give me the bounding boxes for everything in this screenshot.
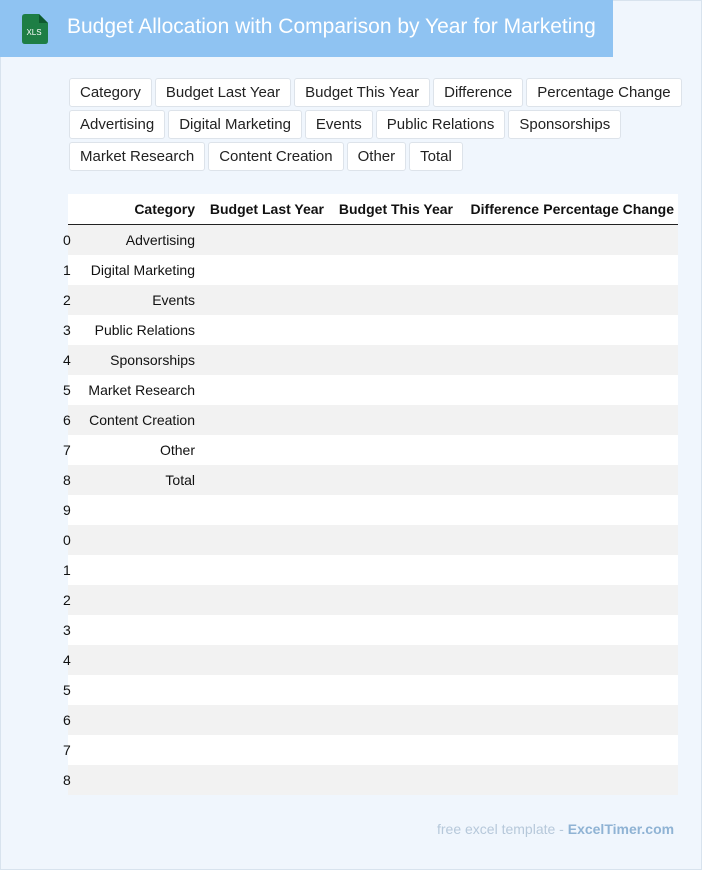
footer-brand-link[interactable]: ExcelTimer.com [567,821,675,837]
category-cell[interactable] [74,735,199,765]
budget-last-year-cell[interactable] [199,525,328,555]
category-cell[interactable] [74,615,199,645]
row-index: 0 [63,532,71,548]
chip-difference[interactable]: Difference [433,78,523,107]
budget-last-year-cell[interactable] [199,765,328,795]
percentage-change-cell[interactable] [543,285,678,315]
chip-public-relations[interactable]: Public Relations [376,110,506,139]
table-row [68,615,678,645]
difference-cell[interactable] [457,465,543,495]
difference-cell[interactable] [457,375,543,405]
budget-last-year-cell[interactable] [199,375,328,405]
difference-cell[interactable] [457,315,543,345]
budget-this-year-cell[interactable] [328,585,457,615]
table-row [68,735,678,765]
chip-other[interactable]: Other [347,142,407,171]
table-row [68,765,678,795]
percentage-change-cell[interactable] [543,675,678,705]
header-percentage-change[interactable]: Percentage Change [543,194,678,225]
row-index: 3 [63,322,71,338]
difference-cell[interactable] [457,615,543,645]
budget-last-year-cell[interactable] [199,645,328,675]
difference-cell[interactable] [457,435,543,465]
row-index: 7 [63,742,71,758]
row-index: 2 [63,292,71,308]
budget-last-year-cell[interactable] [199,435,328,465]
percentage-change-cell[interactable] [543,375,678,405]
percentage-change-cell[interactable] [543,345,678,375]
table-row [68,495,678,525]
header-banner [0,0,613,57]
percentage-change-cell[interactable] [543,255,678,285]
budget-this-year-cell[interactable] [328,285,457,315]
budget-last-year-cell[interactable] [199,735,328,765]
budget-this-year-cell[interactable] [328,555,457,585]
budget-last-year-cell[interactable] [199,405,328,435]
difference-cell[interactable] [457,255,543,285]
row-index: 7 [63,442,71,458]
category-cell[interactable] [74,675,199,705]
category-cell[interactable] [74,495,199,525]
difference-cell[interactable] [457,405,543,435]
difference-cell[interactable] [457,495,543,525]
percentage-change-cell[interactable] [543,735,678,765]
chip-budget-this-year[interactable]: Budget This Year [294,78,430,107]
percentage-change-cell[interactable] [543,225,678,256]
table-row [68,405,678,435]
difference-cell[interactable] [457,555,543,585]
budget-last-year-cell[interactable] [199,315,328,345]
table-body [63,225,678,796]
footer-free-text: free excel template - [437,821,564,837]
percentage-change-cell[interactable] [543,315,678,345]
budget-this-year-cell[interactable] [328,405,457,435]
percentage-change-cell[interactable] [543,765,678,795]
category-cell[interactable] [74,525,199,555]
chip-percentage-change[interactable]: Percentage Change [526,78,681,107]
budget-this-year-cell[interactable] [328,615,457,645]
percentage-change-cell[interactable] [543,465,678,495]
budget-last-year-cell[interactable] [199,675,328,705]
difference-cell[interactable] [457,765,543,795]
category-cell[interactable] [74,555,199,585]
category-cell[interactable]: Sponsorships [74,345,199,375]
table-row [68,645,678,675]
budget-this-year-cell[interactable] [328,735,457,765]
budget-last-year-cell[interactable] [199,465,328,495]
difference-cell[interactable] [457,525,543,555]
chip-content-creation[interactable]: Content Creation [208,142,343,171]
percentage-change-cell[interactable] [543,435,678,465]
category-cell[interactable]: Market Research [74,375,199,405]
xls-icon-text: XLS [26,28,42,37]
row-index: 1 [63,562,71,578]
budget-this-year-cell[interactable] [328,255,457,285]
chip-digital-marketing[interactable]: Digital Marketing [168,110,302,139]
column-chip-list [69,78,679,174]
percentage-change-cell[interactable] [543,705,678,735]
chip-market-research[interactable]: Market Research [69,142,205,171]
chip-row [69,78,679,107]
budget-this-year-cell[interactable] [328,315,457,345]
budget-last-year-cell[interactable] [199,495,328,525]
category-cell[interactable]: Advertising [74,225,199,256]
row-index: 8 [63,772,71,788]
difference-cell[interactable] [457,285,543,315]
table-row [68,525,678,555]
chip-budget-last-year[interactable]: Budget Last Year [155,78,291,107]
row-index: 6 [63,712,71,728]
category-cell[interactable] [74,705,199,735]
percentage-change-cell[interactable] [543,495,678,525]
budget-last-year-cell[interactable] [199,345,328,375]
budget-this-year-cell[interactable] [328,345,457,375]
difference-cell[interactable] [457,345,543,375]
budget-this-year-cell[interactable] [328,435,457,465]
header-category[interactable]: Category [74,194,199,225]
row-index: 1 [63,262,71,278]
budget-last-year-cell[interactable] [199,705,328,735]
budget-this-year-cell[interactable] [328,705,457,735]
row-index: 2 [63,592,71,608]
budget-last-year-cell[interactable] [199,255,328,285]
table-row [68,465,678,495]
row-index: 5 [63,382,71,398]
table-row [68,375,678,405]
category-cell[interactable] [74,765,199,795]
page-title: Budget Allocation with Comparison by Year for Marketing [67,15,596,38]
budget-last-year-cell[interactable] [199,225,328,256]
table-row [68,675,678,705]
budget-this-year-cell[interactable] [328,465,457,495]
budget-last-year-cell[interactable] [199,585,328,615]
row-index: 4 [63,352,71,368]
category-cell[interactable]: Other [74,435,199,465]
budget-this-year-cell[interactable] [328,645,457,675]
row-index: 3 [63,622,71,638]
table-row [68,555,678,585]
chip-events[interactable]: Events [305,110,373,139]
header-budget-this-year[interactable]: Budget This Year [328,194,457,225]
row-index: 5 [63,682,71,698]
percentage-change-cell[interactable] [543,615,678,645]
difference-cell[interactable] [457,675,543,705]
chip-advertising[interactable]: Advertising [69,110,165,139]
chip-row [69,142,679,171]
category-cell[interactable]: Public Relations [74,315,199,345]
row-index: 0 [63,232,71,248]
table-row [68,435,678,465]
budget-last-year-cell[interactable] [199,615,328,645]
chip-category[interactable]: Category [69,78,152,107]
percentage-change-cell[interactable] [543,585,678,615]
category-cell[interactable]: Total [74,465,199,495]
category-cell[interactable] [74,645,199,675]
row-index: 8 [63,472,71,488]
header-budget-last-year[interactable]: Budget Last Year [199,194,328,225]
difference-cell[interactable] [457,735,543,765]
budget-last-year-cell[interactable] [199,555,328,585]
difference-cell[interactable] [457,225,543,256]
category-cell[interactable]: Events [74,285,199,315]
budget-table [63,194,678,795]
table-header-row [68,194,678,225]
footer-credit [437,821,674,837]
percentage-change-cell[interactable] [543,555,678,585]
table-row [68,315,678,345]
table-row [68,255,678,285]
percentage-change-cell[interactable] [543,645,678,675]
category-cell[interactable]: Content Creation [74,405,199,435]
percentage-change-cell[interactable] [543,405,678,435]
budget-this-year-cell[interactable] [328,525,457,555]
chip-total[interactable]: Total [409,142,463,171]
difference-cell[interactable] [457,585,543,615]
percentage-change-cell[interactable] [543,525,678,555]
xls-file-icon [22,14,48,44]
row-index: 9 [63,502,71,518]
budget-this-year-cell[interactable] [328,495,457,525]
budget-this-year-cell[interactable] [328,225,457,256]
table-row [68,705,678,735]
budget-this-year-cell[interactable] [328,765,457,795]
table-row [68,345,678,375]
row-index: 6 [63,412,71,428]
difference-cell[interactable] [457,705,543,735]
budget-this-year-cell[interactable] [328,675,457,705]
table-row [68,585,678,615]
header-difference[interactable]: Difference [457,194,543,225]
table-row [68,225,678,256]
row-index: 4 [63,652,71,668]
category-cell[interactable] [74,585,199,615]
difference-cell[interactable] [457,645,543,675]
budget-table-container [63,194,678,795]
chip-row [69,110,679,139]
table-row [68,285,678,315]
category-cell[interactable]: Digital Marketing [74,255,199,285]
budget-this-year-cell[interactable] [328,375,457,405]
chip-sponsorships[interactable]: Sponsorships [508,110,621,139]
budget-last-year-cell[interactable] [199,285,328,315]
